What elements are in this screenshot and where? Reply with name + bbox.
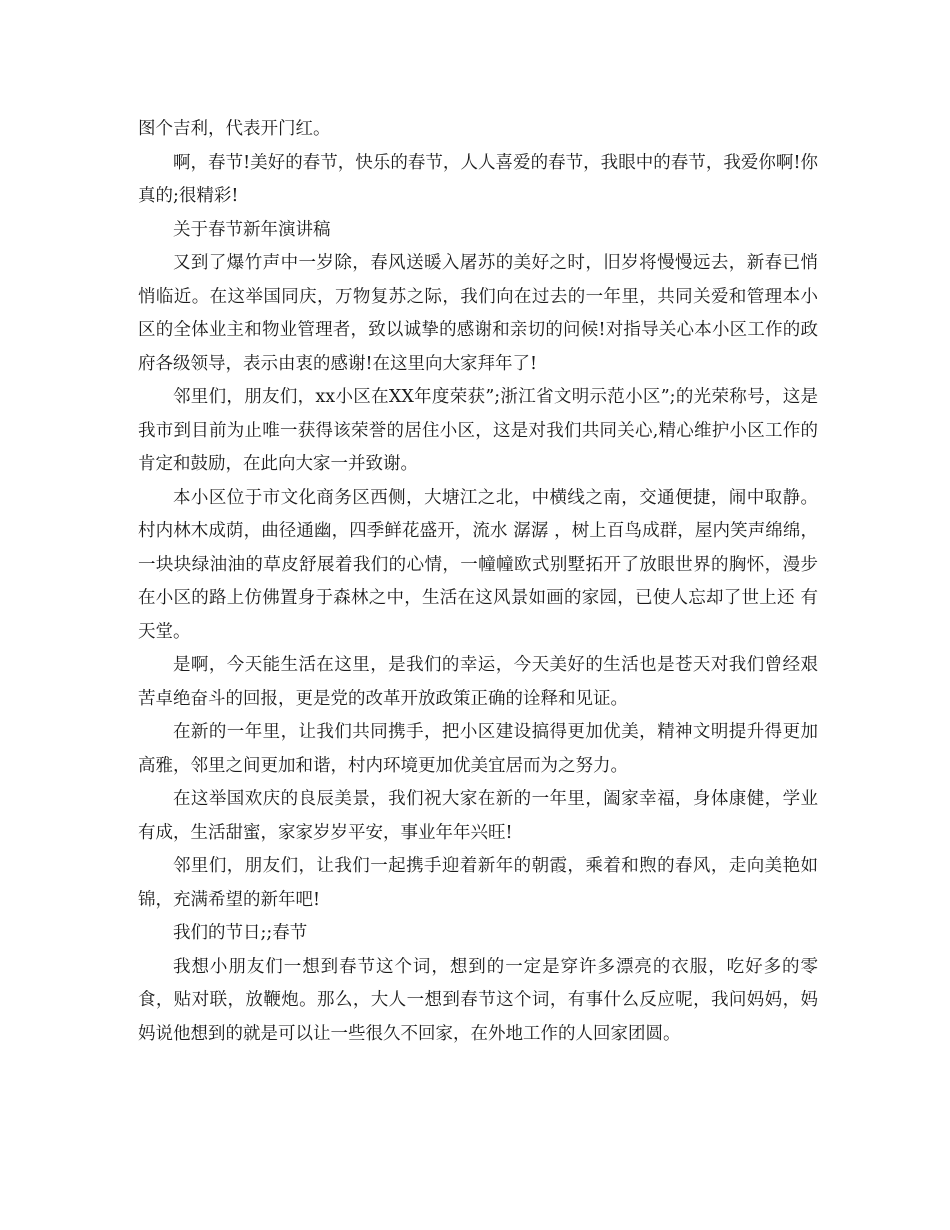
paragraph-children-thoughts: 我想小朋友们一想到春节这个词，想到的一定是穿许多漂亮的衣服，吃好多的零食，贴对联，放鞭炮。那么，大人一想到春节这个词，有事什么反应呢，我问妈妈，妈妈说他想到的就是可以让一些很久不回家，在外地工作的人回家团圆。 [138, 956, 818, 1044]
paragraph-location: 本小区位于市文化商务区西侧，大塘江之北，中横线之南，交通便捷，闹中取静。村内林木成荫，曲径通幽，四季鲜花盛开，流水 潺潺 ，树上百鸟成群，屋内笑声绵绵，一块块绿油油的草皮舒展着我们的心情，一幢幢欧式别墅拓开了放眼世界的胸怀，漫步在小区的路上仿佛置身于森林之中，生活在这风景如画的家园，已使人忘却了世上还 有 天堂。 [138, 487, 818, 642]
paragraph-greeting: 又到了爆竹声中一岁除，春风送暖入屠苏的美好之时，旧岁将慢慢远去，新春已悄悄临近。在这举国同庆，万物复苏之际，我们向在过去的一年里，共同关爱和管理本小区的全体业主和物业管理者，致以诚挚的感谢和亲切的问候!对指导关心本小区工作的政府各级领导，表示由衷的感谢!在这里向大家拜年了! [138, 253, 818, 374]
section-title-speech: 关于春节新年演讲稿 [173, 219, 331, 240]
paragraph-new-year-goals: 在新的一年里，让我们共同携手，把小区建设搞得更加优美，精神文明提升得更加高雅，邻里之间更加和谐，村内环境更加优美宜居而为之努力。 [138, 722, 818, 776]
paragraph-closing: 邻里们，朋友们，让我们一起携手迎着新年的朝霞，乘着和煦的春风，走向美艳如锦，充满希望的新年吧! [138, 856, 818, 910]
paragraph-wishes: 在这举国欢庆的良辰美景，我们祝大家在新的一年里，阖家幸福，身体康健，学业有成，生活甜蜜，家家岁岁平安，事业年年兴旺! [138, 789, 818, 843]
section-title-festival: 我们的节日;;春节 [173, 923, 308, 943]
paragraph-honor: 邻里们，朋友们，xx小区在XX年度荣获”;浙江省文明示范小区”;的光荣称号，这是我市到目前为止唯一获得该荣誉的居住小区，这是对我们共同关心,精心维护小区工作的肯定和鼓励，在此向大家一并致谢。 [138, 387, 818, 474]
paragraph-continuation: 图个吉利，代表开门红。 [138, 119, 331, 139]
document-page [138, 113, 818, 1051]
paragraph-spring-love: 啊，春节!美好的春节，快乐的春节，人人喜爱的春节，我眼中的春节，我爱你啊!你真的;很精彩! [138, 152, 818, 206]
paragraph-fortune: 是啊，今天能生活在这里，是我们的幸运，今天美好的生活也是苍天对我们曾经艰苦卓绝奋斗的回报，更是党的改革开放政策正确的诠释和见证。 [138, 655, 818, 709]
